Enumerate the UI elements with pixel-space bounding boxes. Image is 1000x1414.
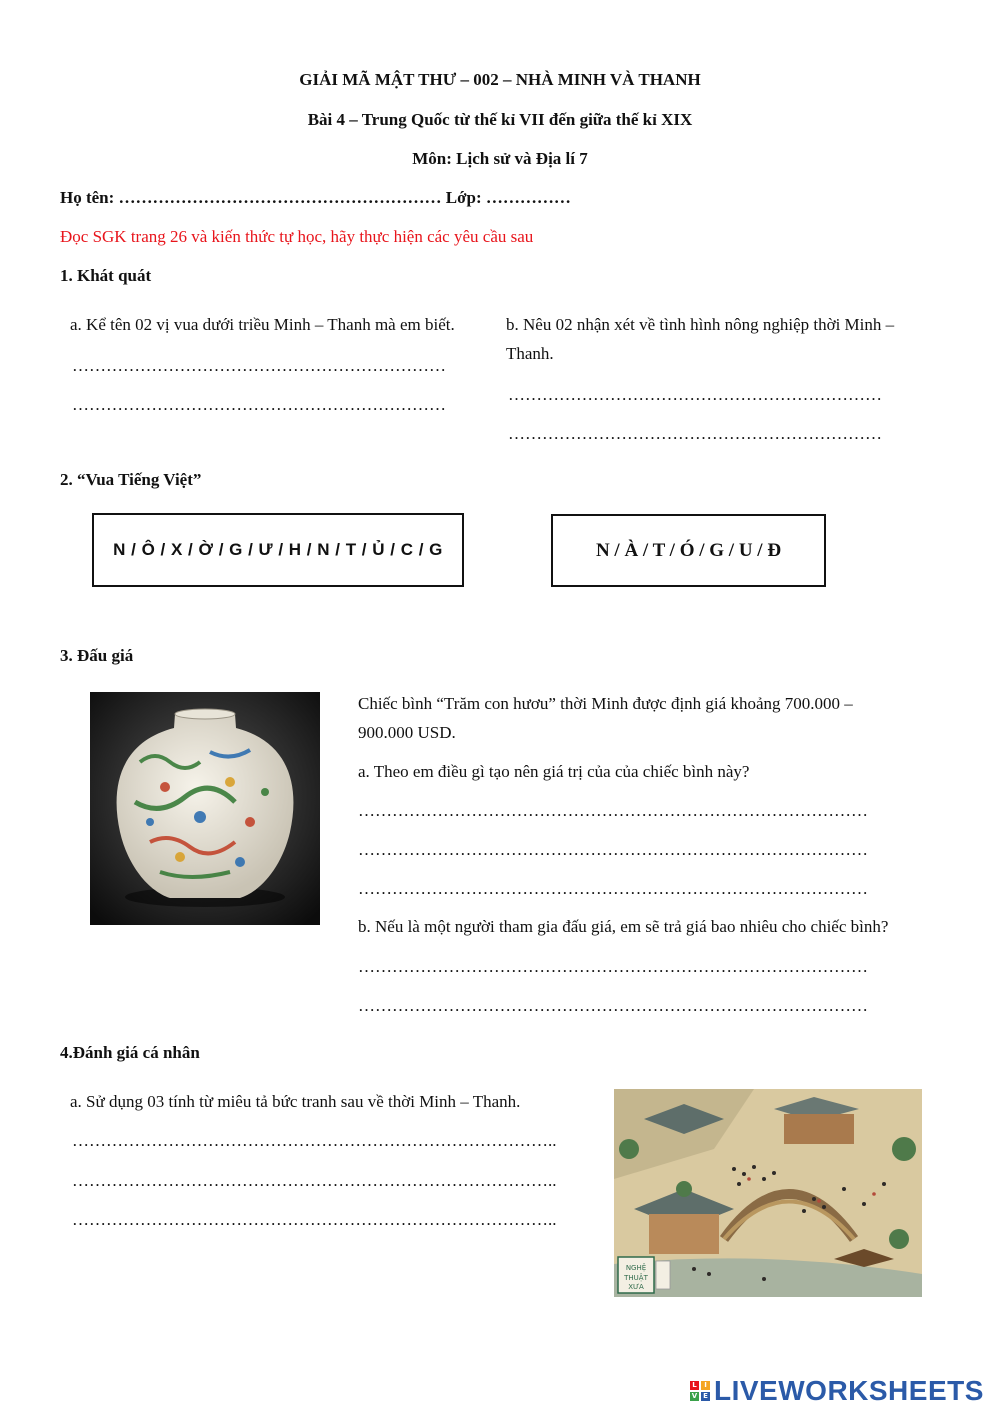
lesson-title: Bài 4 – Trung Quốc từ thế kỉ VII đến giữa thế kỉ XIX — [307, 110, 693, 129]
svg-text:THUẬT: THUẬT — [624, 1274, 648, 1282]
page-title: GIẢI MÃ MẬT THƯ – 002 – NHÀ MINH VÀ THANH — [299, 70, 701, 89]
painting-image — [614, 1089, 922, 1297]
section4-answer-a-line1[interactable]: ………………………………………………………………………….. — [72, 1131, 557, 1150]
section1-answer-b-line2[interactable]: ………………………………………………………… — [508, 424, 882, 443]
section3-answer-a-line1[interactable]: ……………………………………………………………………………… — [358, 801, 868, 820]
vase-image — [90, 692, 320, 925]
porcelain-vase-icon — [90, 692, 320, 925]
subject-title: Môn: Lịch sử và Địa lí 7 — [412, 149, 588, 168]
section3-answer-a-line3[interactable]: ……………………………………………………………………………… — [358, 879, 868, 898]
section2-heading: 2. “Vua Tiếng Việt” — [60, 470, 202, 489]
brand-prefix: LIVE — [714, 1375, 779, 1406]
stamp-text: NGHỆ — [625, 1264, 647, 1272]
section3-answer-b-line2[interactable]: ……………………………………………………………………………… — [358, 996, 868, 1015]
liveworksheets-logo[interactable] — [690, 1373, 984, 1409]
section1-heading: 1. Khát quát — [60, 266, 152, 285]
liveworksheets-logo-icon: L I V E — [690, 1381, 710, 1401]
section1-answer-a-line2[interactable]: ………………………………………………………… — [72, 395, 446, 414]
cipher-text-2: N / À / T / Ó / G / U / Đ — [595, 539, 782, 561]
svg-text:XƯA: XƯA — [628, 1283, 644, 1291]
section3-question-b: b. Nếu là một người tham gia đấu giá, em sẽ trả giá bao nhiêu cho chiếc bình? — [358, 917, 889, 936]
section3-heading: 3. Đấu giá — [60, 646, 134, 665]
cipher-text-1: N / Ô / X / Ờ / G / Ư / H / N / T / Ủ / C / G — [113, 540, 443, 559]
section4-question-a: a. Sử dụng 03 tính từ miêu tả bức tranh sau về thời Minh – Thanh. — [70, 1092, 521, 1111]
brand-suffix: WORKSHEETS — [778, 1375, 984, 1406]
section1-answer-b-line1[interactable]: ………………………………………………………… — [508, 385, 882, 404]
ancient-painting-icon — [614, 1089, 922, 1297]
section1-question-b-line1: b. Nêu 02 nhận xét về tình hình nông nghiệp thời Minh – — [506, 315, 895, 334]
section3-question-a: a. Theo em điều gì tạo nên giá trị của của chiếc bình này? — [358, 762, 750, 781]
section4-heading: 4.Đánh giá cá nhân — [60, 1043, 200, 1062]
section4-answer-a-line3[interactable]: ………………………………………………………………………….. — [72, 1210, 557, 1229]
section3-answer-b-line1[interactable]: ……………………………………………………………………………… — [358, 957, 868, 976]
section1-answer-a-line1[interactable]: ………………………………………………………… — [72, 356, 446, 375]
cipher-box-2 — [551, 514, 826, 587]
section3-intro-line1: Chiếc bình “Trăm con hươu” thời Minh được định giá khoảng 700.000 – — [358, 694, 853, 713]
instruction-text: Đọc SGK trang 26 và kiến thức tự học, hãy thực hiện các yêu cầu sau — [60, 227, 534, 246]
section3-answer-a-line2[interactable]: ……………………………………………………………………………… — [358, 840, 868, 859]
section1-question-b-line2: Thanh. — [506, 344, 554, 363]
section4-answer-a-line2[interactable]: ………………………………………………………………………….. — [72, 1171, 557, 1190]
cipher-box-1 — [92, 513, 464, 587]
section1-question-a: a. Kể tên 02 vị vua dưới triều Minh – Thanh mà em biết. — [70, 315, 455, 334]
student-info-line[interactable]: Họ tên: ………………………………………………… Lớp: …………… — [60, 188, 571, 207]
section3-intro-line2: 900.000 USD. — [358, 723, 456, 742]
